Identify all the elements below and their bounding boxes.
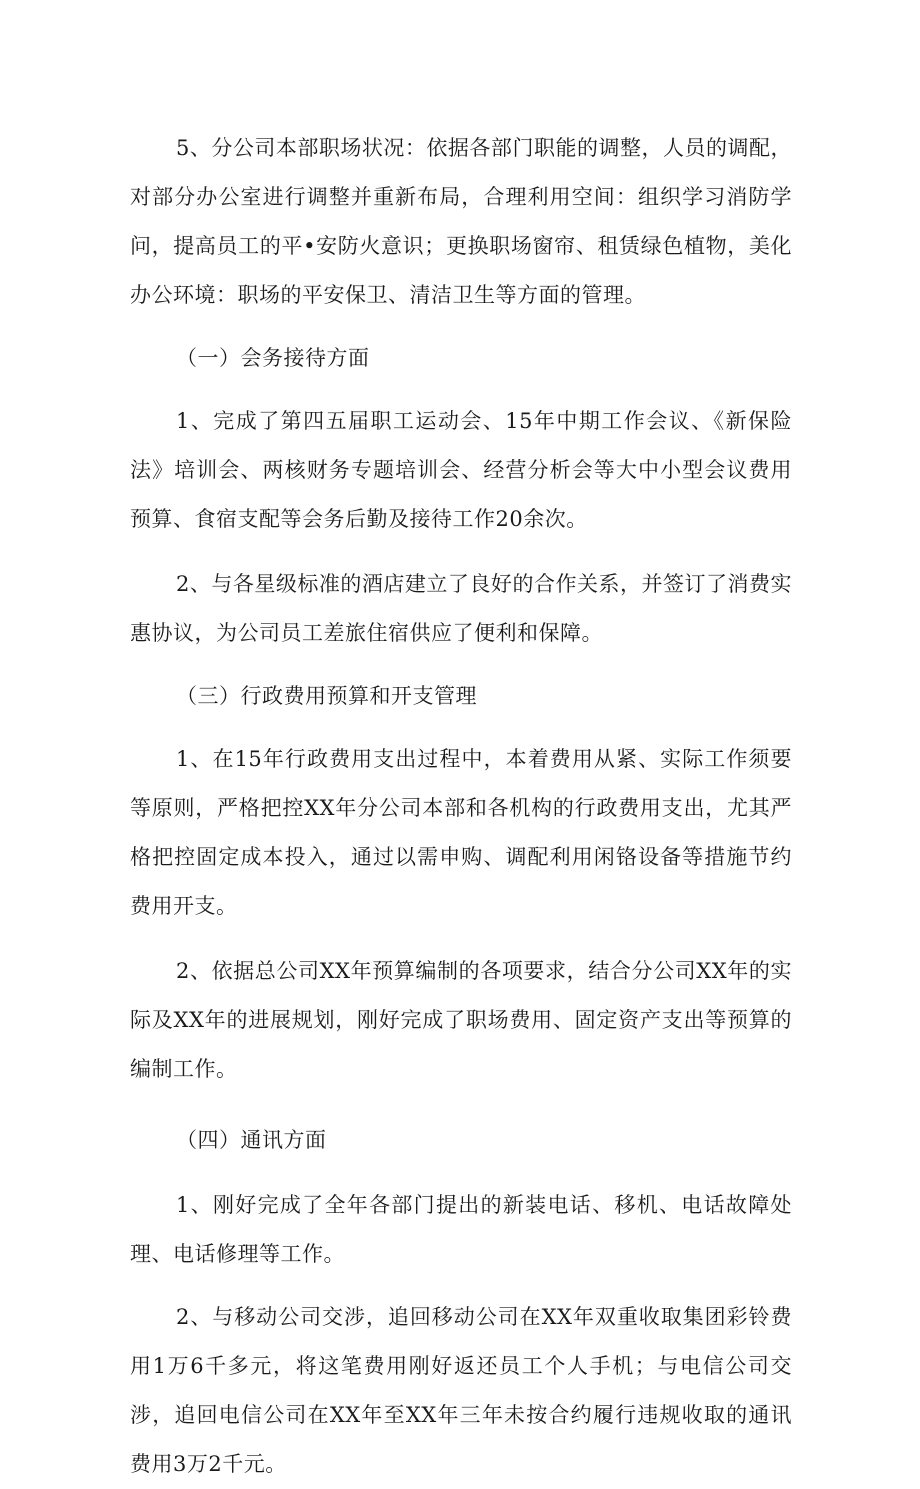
- paragraph-fee-recovery: 2、与移动公司交涉，追回移动公司在XX年双重收取集团彩铃费用1万6千多元，将这笔费用刚好返还员工个人手机；与电信公司交涉，追回电信公司在XX年至XX年三年未按合约履行违规收取的通讯费用3万2千元。: [130, 1305, 792, 1476]
- paragraph-budget-preparation: 2、依据总公司XX年预算编制的各项要求，结合分公司XX年的实际及XX年的进展规划，刚好完成了职场费用、固定资产支出等预算的编制工作。: [130, 959, 792, 1081]
- paragraph-hotel-cooperation: 2、与各星级标准的酒店建立了良好的合作关系，并签订了消费实惠协议，为公司员工差旅住宿供应了便利和保障。: [130, 572, 792, 645]
- paragraph-office-premises: 5、分公司本部职场状况：依据各部门职能的调整，人员的调配，对部分办公室进行调整并重新布局，合理利用空间：组织学习消防学问，提高员工的平•安防火意识；更换职场窗帘、租赁绿色植物，美化办公环境：职场的平安保卫、清洁卫生等方面的管理。: [130, 136, 792, 307]
- document-body: [130, 124, 792, 1489]
- paragraph-admin-expense-control: 1、在15年行政费用支出过程中，本着费用从紧、实际工作须要等原则，严格把控XX年分公司本部和各机构的行政费用支出，尤其严格把控固定成本投入，通过以需申购、调配利用闲铬设备等措施节约费用开支。: [130, 747, 792, 918]
- section-heading-communications: （四）通讯方面: [176, 1128, 327, 1152]
- section-heading-meeting-reception: （一）会务接待方面: [176, 346, 370, 370]
- paragraph-meetings-completed: 1、完成了第四五届职工运动会、15年中期工作会议、《新保险法》培训会、两核财务专题培训会、经营分析会等大中小型会议费用预算、食宿支配等会务后勤及接待工作20余次。: [130, 409, 792, 531]
- paragraph-phone-services: 1、刚好完成了全年各部门提出的新装电话、移机、电话故障处理、电话修理等工作。: [130, 1193, 792, 1266]
- section-heading-admin-budget: （三）行政费用预算和开支管理: [176, 684, 477, 708]
